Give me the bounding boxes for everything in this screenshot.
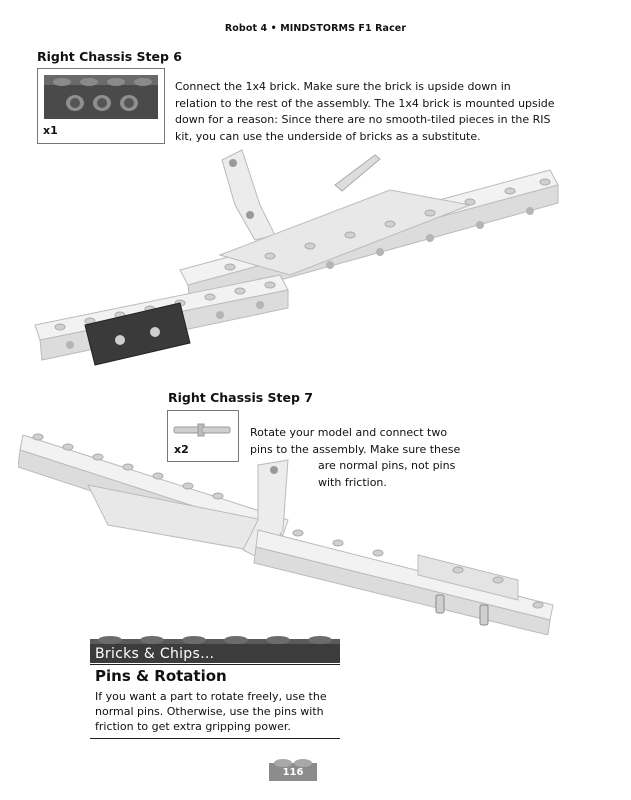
text-line: If you want a part to rotate freely, use the [95, 690, 327, 703]
step6-description [175, 79, 595, 145]
step6-assembly-illustration [30, 145, 590, 370]
text-line: pins to the assembly. Make sure these [250, 442, 461, 456]
sidebar-body [95, 689, 340, 734]
step7-title: Right Chassis Step 7 [168, 390, 314, 405]
text-line: Rotate your model and connect two [250, 426, 448, 439]
text-line: down for a reason: Since there are no smooth-tiled pieces in the RIS [175, 113, 551, 126]
sidebar-title: Pins & Rotation [95, 667, 227, 685]
step6-parts-box [37, 68, 165, 144]
text-line: with friction. [318, 475, 387, 489]
text-line: are normal pins, not pins [318, 459, 456, 472]
page-number: 116 [282, 767, 304, 778]
step6-part-quantity: x1 [43, 124, 58, 137]
step7-part-quantity: x2 [174, 443, 189, 456]
sidebar-divider-bottom [90, 738, 340, 739]
text-line: kit, you can use the underside of bricks as a substitute. [175, 129, 481, 143]
step6-title: Right Chassis Step 6 [37, 49, 183, 64]
text-line: relation to the rest of the assembly. The 1x4 brick is mounted upside [175, 96, 555, 110]
text-line: normal pins. Otherwise, use the pins with [95, 705, 324, 718]
step7-assembly-illustration [18, 425, 563, 635]
text-line: Connect the 1x4 brick. Make sure the brick is upside down in [175, 80, 511, 93]
text-line: friction to get extra gripping power. [95, 720, 291, 733]
page-header: Robot 4 • MINDSTORMS F1 Racer [224, 23, 407, 34]
sidebar-banner-label: Bricks & Chips… [95, 646, 215, 662]
sidebar-divider-top [90, 664, 340, 665]
